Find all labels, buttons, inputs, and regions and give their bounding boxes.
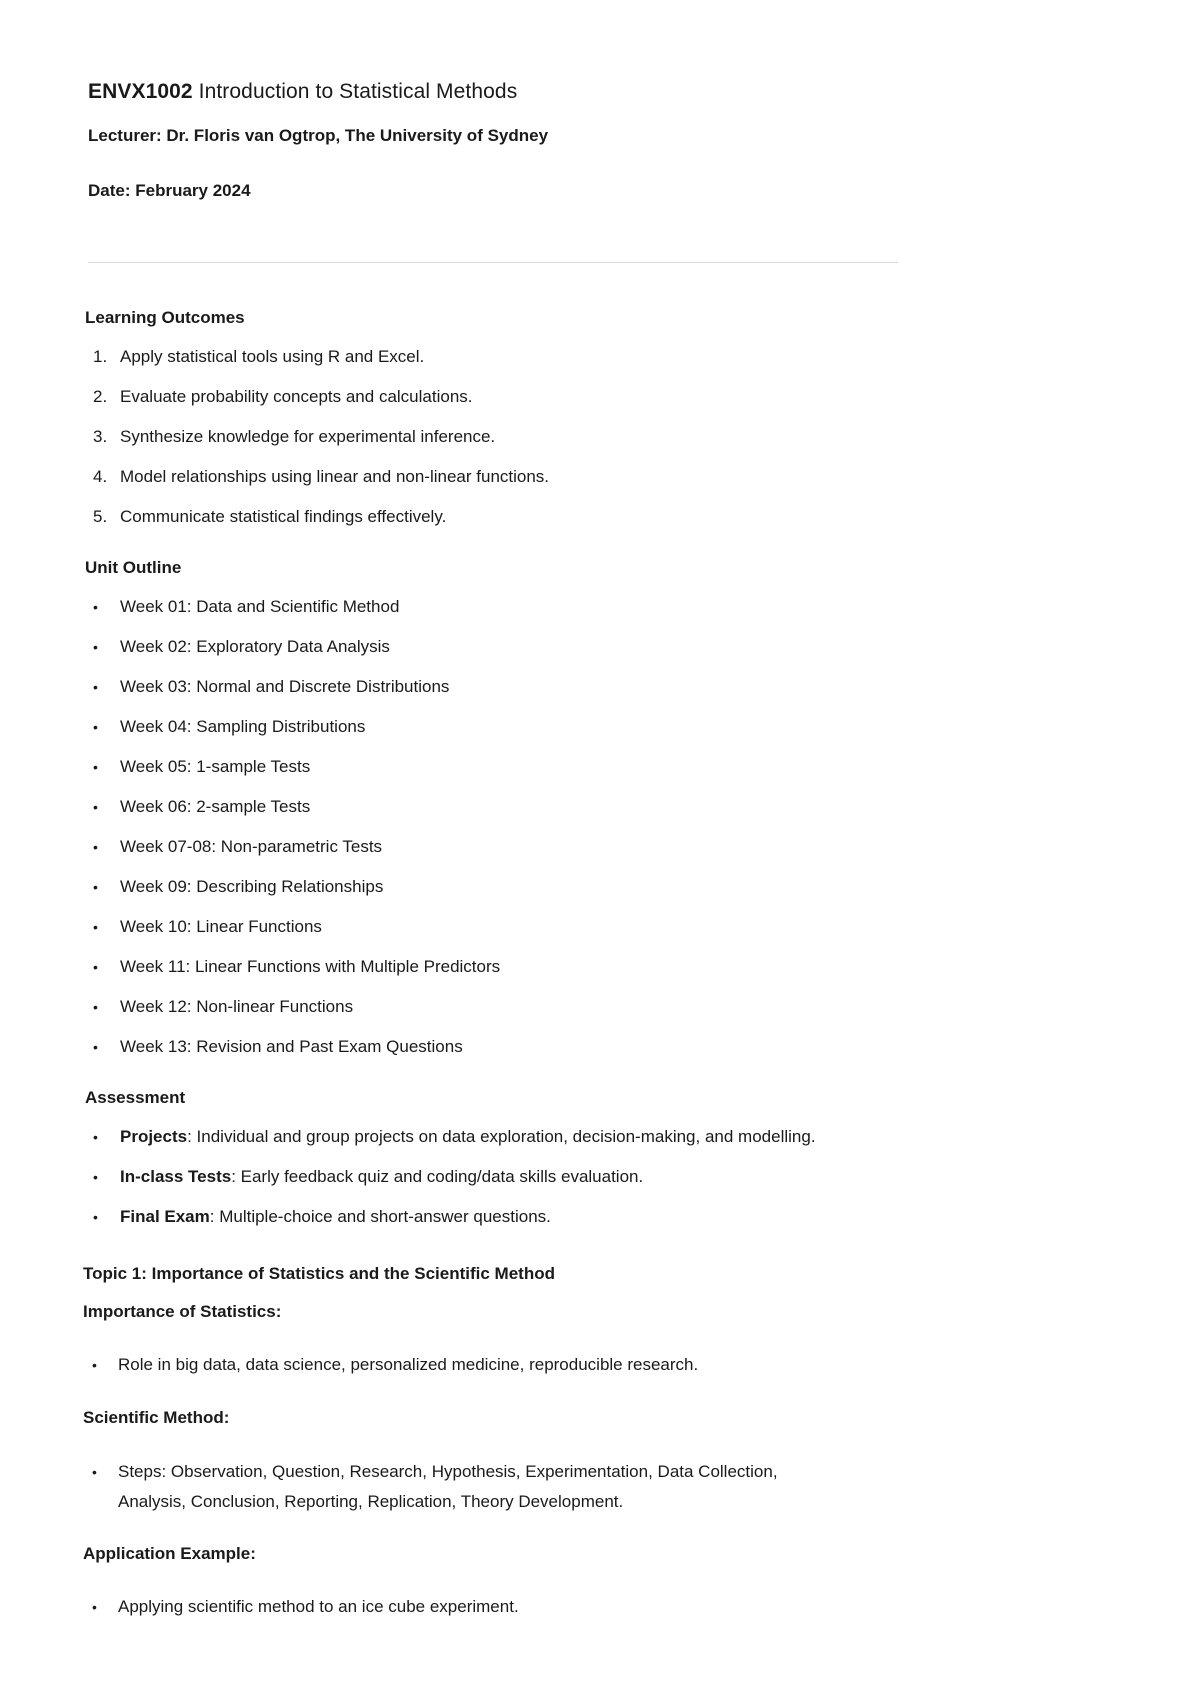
document-title: [88, 80, 517, 104]
item-text: Apply statistical tools using R and Excel.: [120, 347, 425, 366]
scientific-method-item: Steps: Observation, Question, Research, Hypothesis, Experimentation, Data Collection, Analysis, Conclusion, Reporting, Replication, Theory Development.: [118, 1462, 778, 1511]
importance-item: Role in big data, data science, personalized medicine, reproducible research.: [118, 1355, 699, 1374]
course-code: ENVX1002: [88, 80, 193, 103]
item-number: 2.: [93, 387, 108, 406]
item-text: Synthesize knowledge for experimental inference.: [120, 427, 496, 446]
assessment-heading: Assessment: [85, 1088, 186, 1107]
item-text: [120, 1206, 551, 1228]
item-text: Week 13: Revision and Past Exam Questions: [120, 1037, 463, 1056]
assessment-desc: : Individual and group projects on data exploration, decision-making, and modelling.: [187, 1127, 816, 1146]
bullet-icon: •: [93, 799, 98, 815]
bullet-icon: •: [93, 679, 98, 695]
item-number: 5.: [93, 507, 108, 526]
topic1-heading: Topic 1: Importance of Statistics and the Scientific Method: [83, 1264, 555, 1283]
item-text: Week 09: Describing Relationships: [120, 877, 384, 896]
assessment-desc: : Early feedback quiz and coding/data skills evaluation.: [231, 1167, 644, 1186]
bullet-icon: •: [92, 1599, 97, 1615]
item-number: 3.: [93, 427, 108, 446]
unit-outline-heading: Unit Outline: [85, 558, 182, 577]
bullet-icon: •: [93, 759, 98, 775]
item-text: Model relationships using linear and non-linear functions.: [120, 467, 550, 486]
application-example-item: Applying scientific method to an ice cube experiment.: [118, 1597, 519, 1616]
item-text: Week 07-08: Non-parametric Tests: [120, 837, 383, 856]
item-text: Communicate statistical findings effectively.: [120, 507, 447, 526]
item-text: Week 01: Data and Scientific Method: [120, 597, 400, 616]
bullet-icon: •: [93, 959, 98, 975]
header-divider: [88, 262, 898, 263]
bullet-icon: •: [93, 1169, 98, 1185]
bullet-icon: •: [93, 999, 98, 1015]
date-line: Date: February 2024: [88, 181, 251, 200]
bullet-icon: •: [92, 1464, 97, 1480]
item-number: 4.: [93, 467, 108, 486]
item-text: Evaluate probability concepts and calculations.: [120, 387, 473, 406]
bullet-icon: •: [93, 919, 98, 935]
item-number: 1.: [93, 347, 108, 366]
item-text: Week 04: Sampling Distributions: [120, 717, 366, 736]
item-text: Week 12: Non-linear Functions: [120, 997, 354, 1016]
item-text: Week 06: 2-sample Tests: [120, 797, 311, 816]
bullet-icon: •: [93, 879, 98, 895]
item-text: Week 02: Exploratory Data Analysis: [120, 637, 390, 656]
bullet-icon: •: [93, 1039, 98, 1055]
assessment-term: Projects: [120, 1127, 188, 1146]
bullet-icon: •: [93, 599, 98, 615]
scientific-method-heading: Scientific Method:: [83, 1408, 230, 1427]
item-text: Week 05: 1-sample Tests: [120, 757, 311, 776]
importance-heading: Importance of Statistics:: [83, 1302, 282, 1321]
learning-outcomes-heading: Learning Outcomes: [85, 308, 245, 327]
lecturer-line: Lecturer: Dr. Floris van Ogtrop, The University of Sydney: [88, 126, 549, 145]
bullet-icon: •: [93, 839, 98, 855]
bullet-icon: •: [93, 719, 98, 735]
bullet-icon: •: [93, 1129, 98, 1145]
course-name: Introduction to Statistical Methods: [198, 80, 518, 103]
bullet-icon: •: [92, 1357, 97, 1373]
application-example-heading: Application Example:: [83, 1544, 256, 1563]
item-text: Week 10: Linear Functions: [120, 917, 322, 936]
assessment-term: In-class Tests: [120, 1167, 232, 1186]
item-text: Week 03: Normal and Discrete Distributions: [120, 677, 450, 696]
bullet-icon: •: [93, 1209, 98, 1225]
assessment-desc: : Multiple-choice and short-answer questions.: [209, 1207, 551, 1226]
item-text: [120, 1166, 643, 1188]
item-text: [120, 1126, 816, 1148]
item-text: Week 11: Linear Functions with Multiple Predictors: [120, 957, 501, 976]
bullet-icon: •: [93, 639, 98, 655]
assessment-term: Final Exam: [120, 1207, 210, 1226]
